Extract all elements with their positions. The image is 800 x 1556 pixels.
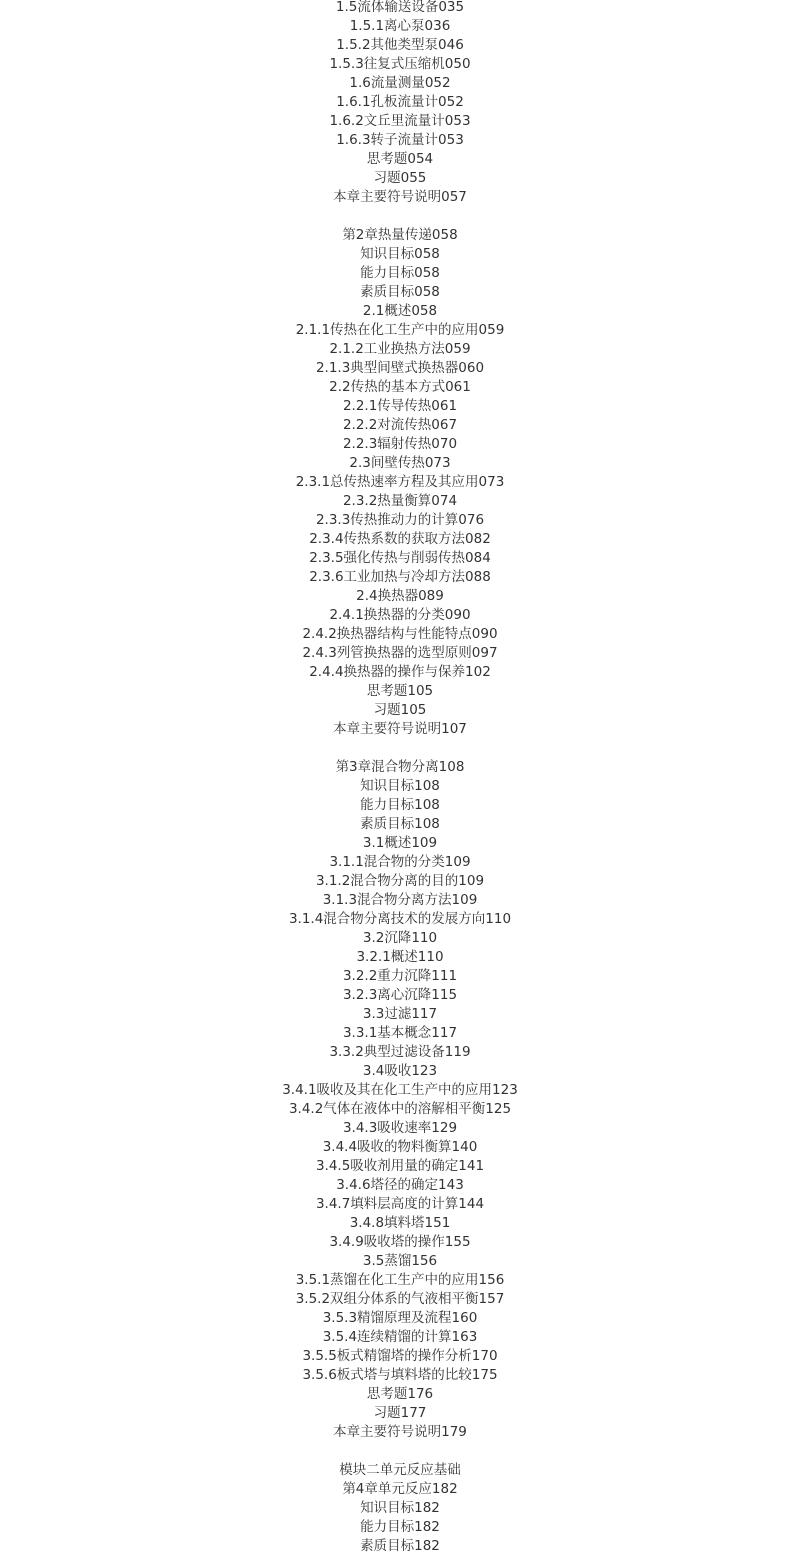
toc-entry: 1.6.3转子流量计053	[336, 132, 464, 148]
toc-entry: 1.6流量测量052	[349, 75, 451, 91]
toc-entry: 3.4.3吸收速率129	[342, 1120, 458, 1136]
toc-entry: 3.2.1概述110	[356, 949, 444, 965]
toc-entry: 2.1.2工业换热方法059	[329, 341, 471, 357]
toc-entry: 2.3.6工业加热与冷却方法088	[309, 569, 491, 585]
toc-entry: 3.4.5吸收剂用量的确定141	[315, 1158, 485, 1174]
section-gap	[0, 1442, 800, 1461]
toc-entry: 2.3.4传热系数的获取方法082	[309, 531, 491, 547]
toc-entry: 能力目标108	[360, 797, 440, 813]
toc-entry: 本章主要符号说明057	[333, 189, 467, 205]
toc-entry: 能力目标058	[360, 265, 440, 281]
toc-entry: 3.5.4连续精馏的计算163	[322, 1329, 478, 1345]
toc-entry: 2.2.1传导传热061	[342, 398, 458, 414]
toc-entry: 2.3.3传热推动力的计算076	[315, 512, 485, 528]
toc-entry: 2.3.1总传热速率方程及其应用073	[295, 474, 505, 490]
toc-entry: 能力目标182	[360, 1519, 440, 1535]
toc-entry: 2.3.2热量衡算074	[342, 493, 458, 509]
toc-entry: 思考题054	[366, 151, 434, 167]
toc-entry: 1.5.2其他类型泵046	[336, 37, 464, 53]
toc-entry: 3.5.5板式精馏塔的操作分析170	[302, 1348, 498, 1364]
toc-entry: 3.2.2重力沉降111	[342, 968, 458, 984]
toc-entry: 3.1概述109	[362, 835, 438, 851]
toc-entry: 3.4.6塔径的确定143	[336, 1177, 464, 1193]
toc-entry: 2.2传热的基本方式061	[329, 379, 471, 395]
toc-entry: 1.6.2文丘里流量计053	[329, 113, 471, 129]
section-gap	[0, 207, 800, 226]
toc-entry: 本章主要符号说明179	[333, 1424, 467, 1440]
toc-entry: 3.1.3混合物分离方法109	[322, 892, 478, 908]
toc-entry: 思考题176	[366, 1386, 434, 1402]
toc-entry: 3.5.1蒸馏在化工生产中的应用156	[295, 1272, 505, 1288]
section-gap	[0, 739, 800, 758]
toc-entry: 素质目标108	[360, 816, 440, 832]
toc-entry: 3.1.2混合物分离的目的109	[315, 873, 485, 889]
toc-entry: 2.1.3典型间壁式换热器060	[315, 360, 485, 376]
toc-entry: 知识目标058	[360, 246, 440, 262]
toc-entry: 3.4.8填料塔151	[349, 1215, 451, 1231]
toc-entry: 1.6.1孔板流量计052	[336, 94, 464, 110]
toc-entry: 2.1.1传热在化工生产中的应用059	[295, 322, 505, 338]
toc-entry: 3.5.3精馏原理及流程160	[322, 1310, 478, 1326]
toc-entry: 知识目标108	[360, 778, 440, 794]
toc-entry: 3.4.9吸收塔的操作155	[329, 1234, 471, 1250]
toc-entry: 第2章热量传递058	[342, 227, 458, 243]
toc-entry: 3.4.4吸收的物料衡算140	[322, 1139, 478, 1155]
toc-entry: 3.2.3离心沉降115	[342, 987, 458, 1003]
toc-entry: 3.2沉降110	[362, 930, 438, 946]
toc-entry: 3.5.2双组分体系的气液相平衡157	[295, 1291, 505, 1307]
toc-entry: 3.5.6板式塔与填料塔的比较175	[302, 1367, 498, 1383]
toc-entry: 2.4换热器089	[356, 588, 444, 604]
toc-entry: 习题055	[373, 170, 427, 186]
toc-entry: 素质目标058	[360, 284, 440, 300]
toc-entry: 2.2.3辐射传热070	[342, 436, 458, 452]
toc-entry: 3.4.2气体在液体中的溶解相平衡125	[288, 1101, 512, 1117]
toc-entry: 3.3.2典型过滤设备119	[329, 1044, 471, 1060]
toc-entry: 3.5蒸馏156	[362, 1253, 438, 1269]
toc-entry: 第3章混合物分离108	[335, 759, 465, 775]
toc-entry: 1.5.3往复式压缩机050	[329, 56, 471, 72]
toc-entry: 3.4吸收123	[362, 1063, 438, 1079]
toc-entry: 习题105	[373, 702, 427, 718]
toc-entry: 2.2.2对流传热067	[342, 417, 458, 433]
toc-entry: 2.4.2换热器结构与性能特点090	[302, 626, 498, 642]
toc-entry: 2.1概述058	[362, 303, 438, 319]
toc-entry: 3.3.1基本概念117	[342, 1025, 458, 1041]
toc-entry: 2.4.1换热器的分类090	[329, 607, 471, 623]
toc-entry: 素质目标182	[360, 1538, 440, 1554]
toc-entry: 2.4.4换热器的操作与保养102	[309, 664, 491, 680]
toc-entry: 3.4.7填料层高度的计算144	[315, 1196, 485, 1212]
toc-entry: 3.3过滤117	[362, 1006, 438, 1022]
toc-entry: 3.4.1吸收及其在化工生产中的应用123	[282, 1082, 518, 1098]
toc-entry: 模块二单元反应基础	[339, 1462, 461, 1478]
toc-entry: 2.4.3列管换热器的选型原则097	[302, 645, 498, 661]
toc-entry: 知识目标182	[360, 1500, 440, 1516]
toc-entry: 思考题105	[366, 683, 434, 699]
toc-entry: 第4章单元反应182	[342, 1481, 458, 1497]
toc-entry: 3.1.1混合物的分类109	[329, 854, 471, 870]
toc-entry: 1.5流体输送设备035	[335, 0, 465, 15]
toc-entry: 2.3间壁传热073	[349, 455, 451, 471]
toc-entry: 2.3.5强化传热与削弱传热084	[309, 550, 491, 566]
toc-entry: 本章主要符号说明107	[333, 721, 467, 737]
toc-entry: 3.1.4混合物分离技术的发展方向110	[288, 911, 512, 927]
toc-entry: 1.5.1离心泵036	[349, 18, 451, 34]
toc-entry: 习题177	[373, 1405, 427, 1421]
